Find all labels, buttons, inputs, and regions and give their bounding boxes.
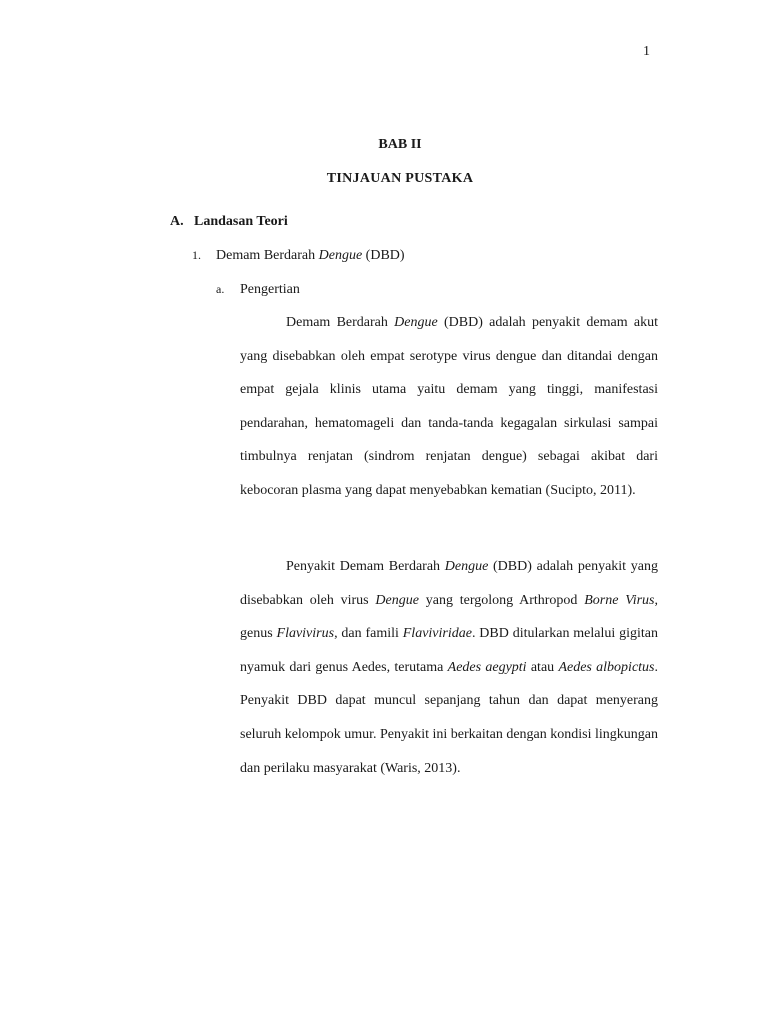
chapter-label: BAB II <box>378 137 422 152</box>
p1-italic-1: Dengue <box>394 315 438 330</box>
p2-text-8: . Penyakit DBD dapat muncul sepanjang tahun dan dapat menyerang seluruh kelompok umur. Penyakit ini berkaitan dengan kondisi lingkungan dan perilaku masyarakat (Waris, 2013). <box>240 659 658 776</box>
subitem-title: Pengertian <box>240 282 300 297</box>
p2-text-7: atau <box>526 659 559 675</box>
p2-text-5: , dan famili <box>334 626 403 642</box>
page-number: 1 <box>643 44 650 59</box>
p2-italic-6: Aedes aegypti <box>447 659 527 675</box>
p2-italic-7: Aedes albopictus <box>558 659 655 675</box>
list-item-1 <box>192 248 405 264</box>
subitem-a <box>216 282 300 298</box>
list-item-italic: Dengue <box>318 248 363 263</box>
list-item-number: 1. <box>192 248 201 262</box>
p2-italic-4: Flavivirus <box>276 626 335 642</box>
section-heading <box>170 214 288 230</box>
p2-italic-1: Dengue <box>444 559 489 574</box>
p2-text-6: . DBD ditularkan melalui gigitan nyamuk dari genus Aedes, terutama <box>240 626 659 675</box>
section-title: Landasan Teori <box>194 214 288 229</box>
subitem-letter: a. <box>216 282 225 296</box>
p2-text-3: yang tergolong Arthropod <box>418 592 585 608</box>
section-marker: A. <box>170 214 184 229</box>
chapter-title: TINJAUAN PUSTAKA <box>326 171 474 186</box>
p1-text-2: (DBD) adalah penyakit demam akut yang disebabkan oleh empat serotype virus dengue dan ditandai dengan empat gejala klinis utama yaitu demam yang tinggi, manifestasi pendarahan, hematomageli dan tanda-tanda kegagalan sirkulasi sampai timbulnya renjatan (sindrom renjatan dengue) sebagai akibat dari kebocoran plasma yang dapat menyebabkan kematian (Sucipto, 2011). <box>240 315 659 498</box>
p2-italic-3: Borne Virus <box>584 592 655 608</box>
p2-italic-2: Dengue <box>375 592 419 608</box>
p2-text-2: (DBD) adalah penyakit yang disebabkan oleh virus <box>240 559 658 608</box>
p2-text-1: Penyakit Demam Berdarah <box>286 559 445 574</box>
p1-text-1: Demam Berdarah <box>286 315 395 330</box>
list-item-text-end: (DBD) <box>362 248 405 263</box>
p2-text-4: , genus <box>240 592 659 642</box>
paragraph-definition <box>240 306 658 508</box>
p2-italic-5: Flaviviridae <box>402 626 472 642</box>
paragraph-description <box>240 550 658 785</box>
list-item-text: Demam Berdarah <box>216 248 319 263</box>
